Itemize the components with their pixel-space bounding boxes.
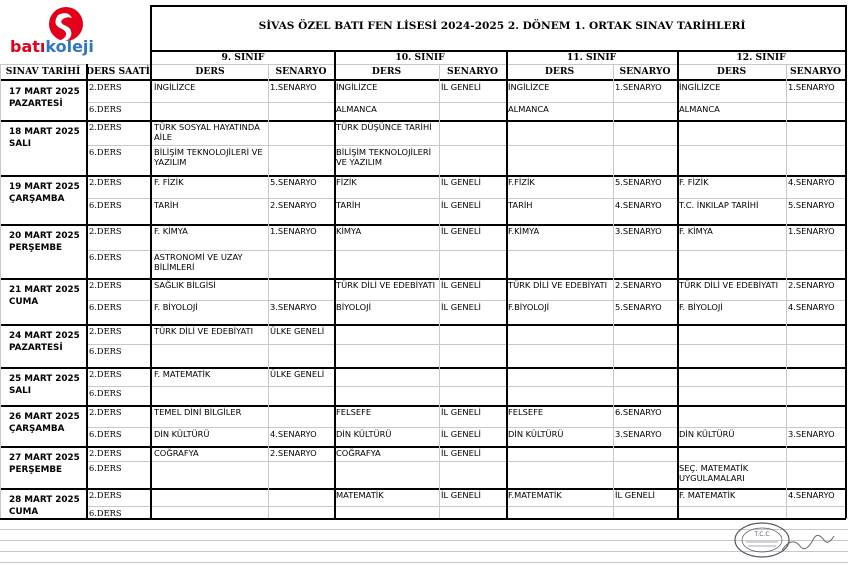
- grid-line: [0, 488, 86, 490]
- header-senaryo: SENARYO: [789, 66, 842, 77]
- grid-line: [268, 64, 269, 518]
- ders-cell: COĞRAFYA: [336, 448, 381, 458]
- ders-saati: 6.DERS: [89, 429, 122, 439]
- exam-date: 17 MART 2025 PAZARTESİ: [9, 87, 80, 109]
- senaryo-cell: 3.SENARYO: [615, 429, 662, 439]
- grid-line: [86, 145, 845, 146]
- grade-header: 12. SINIF: [736, 52, 786, 63]
- ders-cell: TÜRK DİLİ VE EDEBİYATI: [508, 280, 608, 290]
- senaryo-cell: İL GENELİ: [441, 429, 481, 439]
- senaryo-cell: İL GENELİ: [615, 490, 655, 500]
- grid-line: [86, 64, 88, 518]
- grid-line: [0, 120, 86, 122]
- senaryo-cell: 1.SENARYO: [788, 82, 835, 92]
- page-title: SİVAS ÖZEL BATI FEN LİSESİ 2024-2025 2. DÖNEM 1. ORTAK SINAV TARİHLERİ: [258, 20, 746, 32]
- senaryo-cell: 6.SENARYO: [615, 407, 662, 417]
- grid-line: [786, 64, 787, 518]
- senaryo-cell: 1.SENARYO: [788, 226, 835, 236]
- senaryo-cell: İL GENELİ: [441, 407, 481, 417]
- ders-saati: 2.DERS: [89, 490, 122, 500]
- ders-cell: MATEMATİK: [336, 490, 384, 500]
- ders-cell: BİLİŞİM TEKNOLOJİLERİ VE YAZILIM: [336, 147, 432, 167]
- ders-cell: ALMANCA: [679, 104, 720, 114]
- senaryo-cell: İL GENELİ: [441, 200, 481, 210]
- ders-cell: F. MATEMATİK: [679, 490, 736, 500]
- ders-cell: TEMEL DİNİ BİLGİLER: [154, 407, 242, 417]
- senaryo-cell: 5.SENARYO: [615, 177, 662, 187]
- exam-date: 24 MART 2025 PAZARTESİ: [9, 331, 80, 353]
- grid-line: [0, 224, 86, 226]
- grade-header: 11. SINIF: [566, 52, 617, 63]
- ders-cell: TÜRK DİLİ VE EDEBİYATI: [336, 280, 436, 290]
- senaryo-cell: 4.SENARYO: [270, 429, 317, 439]
- senaryo-cell: 4.SENARYO: [788, 490, 835, 500]
- senaryo-cell: 2.SENARYO: [270, 448, 317, 458]
- senaryo-cell: 5.SENARYO: [788, 200, 835, 210]
- grid-line: [0, 175, 86, 177]
- senaryo-cell: 1.SENARYO: [615, 82, 662, 92]
- ders-cell: TÜRK DÜŞÜNCE TARİHİ: [336, 122, 432, 132]
- senaryo-cell: 4.SENARYO: [615, 200, 662, 210]
- grid-line: [86, 386, 845, 387]
- grid-line: [0, 518, 846, 520]
- senaryo-cell: 4.SENARYO: [788, 177, 835, 187]
- ders-cell: TÜRK DİLİ VE EDEBİYATI: [154, 326, 254, 336]
- exam-date: 21 MART 2025 CUMA: [9, 285, 80, 307]
- grid-line: [845, 5, 847, 518]
- ders-cell: F. KİMYA: [679, 226, 713, 236]
- senaryo-cell: İL GENELİ: [441, 226, 481, 236]
- ders-cell: F. MATEMATİK: [154, 369, 211, 379]
- grid-line: [0, 324, 86, 326]
- header-ders-saati: DERS SAATİ: [86, 66, 150, 77]
- senaryo-cell: 1.SENARYO: [270, 226, 317, 236]
- ders-saati: 6.DERS: [89, 147, 122, 157]
- grid-line: [0, 529, 848, 530]
- grade-header: 10. SINIF: [395, 52, 445, 63]
- signature-icon: [778, 528, 838, 558]
- ders-saati: 6.DERS: [89, 388, 122, 398]
- grid-line: [86, 198, 845, 199]
- grid-line: [86, 506, 845, 507]
- ders-cell: F.FİZİK: [508, 177, 535, 187]
- ders-saati: 2.DERS: [89, 177, 122, 187]
- senaryo-cell: 5.SENARYO: [270, 177, 317, 187]
- grid-line: [150, 5, 152, 518]
- ders-cell: TARİH: [154, 200, 179, 210]
- ders-saati: 2.DERS: [89, 369, 122, 379]
- header-senaryo: SENARYO: [275, 66, 327, 77]
- grid-line: [613, 64, 614, 518]
- senaryo-cell: 5.SENARYO: [615, 302, 662, 312]
- senaryo-cell: ÜLKE GENELİ: [270, 369, 325, 379]
- ders-saati: 2.DERS: [89, 448, 122, 458]
- ders-saati: 2.DERS: [89, 326, 122, 336]
- senaryo-cell: 3.SENARYO: [270, 302, 317, 312]
- ders-cell: İNGİLİZCE: [154, 82, 196, 92]
- ders-cell: F. FİZİK: [154, 177, 184, 187]
- exam-date: 28 MART 2025 CUMA: [9, 495, 80, 517]
- school-logo: [4, 4, 150, 56]
- senaryo-cell: İL GENELİ: [441, 490, 481, 500]
- ders-cell: T.C. İNKILAP TARİHİ: [679, 200, 759, 210]
- grid-line: [0, 540, 848, 541]
- stamp-text: T.C.C: [754, 531, 770, 538]
- senaryo-cell: 2.SENARYO: [615, 280, 662, 290]
- ders-saati: 6.DERS: [89, 200, 122, 210]
- header-ders: DERS: [716, 66, 747, 77]
- ders-cell: SEÇ. MATEMATİK UYGULAMALARI: [679, 463, 749, 483]
- ders-cell: F.KİMYA: [508, 226, 540, 236]
- grid-line: [0, 64, 846, 65]
- exam-date: 26 MART 2025 ÇARŞAMBA: [9, 412, 80, 434]
- senaryo-cell: 2.SENARYO: [270, 200, 317, 210]
- senaryo-cell: 1.SENARYO: [270, 82, 317, 92]
- ders-saati: 2.DERS: [89, 280, 122, 290]
- ders-saati: 6.DERS: [89, 346, 122, 356]
- ders-cell: DİN KÜLTÜRÜ: [154, 429, 210, 439]
- senaryo-cell: İL GENELİ: [441, 82, 481, 92]
- ders-cell: FELSEFE: [336, 407, 372, 417]
- exam-date: 19 MART 2025 ÇARŞAMBA: [9, 182, 80, 204]
- ders-cell: DİN KÜLTÜRÜ: [508, 429, 564, 439]
- ders-cell: ALMANCA: [336, 104, 377, 114]
- grid-line: [0, 446, 86, 448]
- ders-cell: İNGİLİZCE: [679, 82, 721, 92]
- exam-date: 18 MART 2025 SALI: [9, 127, 80, 149]
- senaryo-cell: 3.SENARYO: [615, 226, 662, 236]
- logo-wordmark: batıkoleji: [10, 37, 94, 56]
- senaryo-cell: İL GENELİ: [441, 302, 481, 312]
- header-senaryo: SENARYO: [619, 66, 671, 77]
- ders-cell: F. KİMYA: [154, 226, 188, 236]
- header-ders: DERS: [544, 66, 575, 77]
- grid-line: [0, 79, 846, 81]
- ders-saati: 6.DERS: [89, 508, 122, 518]
- ders-cell: FİZİK: [336, 177, 357, 187]
- ders-saati: 6.DERS: [89, 252, 122, 262]
- ders-cell: SAĞLIK BİLGİSİ: [154, 280, 216, 290]
- ders-cell: TARİH: [508, 200, 533, 210]
- exam-date: 25 MART 2025 SALI: [9, 374, 80, 396]
- grid-line: [0, 64, 1, 518]
- header-ders: DERS: [371, 66, 402, 77]
- ders-cell: F.BİYOLOJİ: [508, 302, 550, 312]
- header-sinav-tarihi: SINAV TARİHİ: [5, 66, 81, 77]
- ders-cell: F.MATEMATİK: [508, 490, 562, 500]
- header-ders: DERS: [195, 66, 225, 77]
- ders-cell: F. BİYOLOJİ: [679, 302, 723, 312]
- grid-line: [0, 562, 848, 563]
- ders-saati: 2.DERS: [89, 407, 122, 417]
- grid-line: [86, 461, 845, 462]
- grid-line: [86, 102, 845, 103]
- ders-cell: BİYOLOJİ: [336, 302, 372, 312]
- senaryo-cell: İL GENELİ: [441, 177, 481, 187]
- ders-cell: TARİH: [336, 200, 361, 210]
- senaryo-cell: İL GENELİ: [441, 448, 481, 458]
- senaryo-cell: 2.SENARYO: [788, 280, 835, 290]
- ders-cell: F. FİZİK: [679, 177, 709, 187]
- ders-cell: BİLİŞİM TEKNOLOJİLERİ VE YAZILIM: [154, 147, 263, 167]
- grid-line: [86, 344, 845, 345]
- ders-cell: DİN KÜLTÜRÜ: [336, 429, 392, 439]
- header-senaryo: SENARYO: [446, 66, 499, 77]
- grid-line: [0, 551, 848, 552]
- ders-saati: 2.DERS: [89, 226, 122, 236]
- grid-line: [0, 405, 86, 407]
- grid-line: [0, 367, 86, 369]
- ders-cell: TÜRK SOSYAL HAYATINDA AİLE: [154, 122, 260, 142]
- ders-cell: İNGİLİZCE: [508, 82, 550, 92]
- ders-cell: ALMANCA: [508, 104, 549, 114]
- ders-cell: KİMYA: [336, 226, 362, 236]
- exam-date: 27 MART 2025 PERŞEMBE: [9, 453, 80, 475]
- senaryo-cell: 4.SENARYO: [788, 302, 835, 312]
- senaryo-cell: ÜLKE GENELİ: [270, 326, 325, 336]
- ders-cell: FELSEFE: [508, 407, 544, 417]
- senaryo-cell: İL GENELİ: [441, 280, 481, 290]
- ders-saati: 2.DERS: [89, 122, 122, 132]
- grid-line: [86, 250, 845, 251]
- grade-header: 9. SINIF: [221, 52, 265, 63]
- exam-date: 20 MART 2025 PERŞEMBE: [9, 231, 80, 253]
- ders-saati: 6.DERS: [89, 302, 122, 312]
- senaryo-cell: 3.SENARYO: [788, 429, 835, 439]
- ders-cell: İNGİLİZCE: [336, 82, 378, 92]
- ders-saati: 6.DERS: [89, 463, 122, 473]
- grid-line: [0, 278, 86, 280]
- ders-saati: 6.DERS: [89, 104, 122, 114]
- ders-cell: ASTRONOMİ VE UZAY BİLİMLERİ: [154, 252, 243, 272]
- ders-cell: TÜRK DİLİ VE EDEBİYATI: [679, 280, 779, 290]
- grid-line: [152, 5, 846, 7]
- grid-line: [86, 427, 845, 428]
- ders-cell: COĞRAFYA: [154, 448, 199, 458]
- grid-line: [439, 64, 440, 518]
- ders-cell: DİN KÜLTÜRÜ: [679, 429, 735, 439]
- ders-saati: 2.DERS: [89, 82, 122, 92]
- ders-cell: F. BİYOLOJİ: [154, 302, 198, 312]
- grid-line: [86, 300, 845, 301]
